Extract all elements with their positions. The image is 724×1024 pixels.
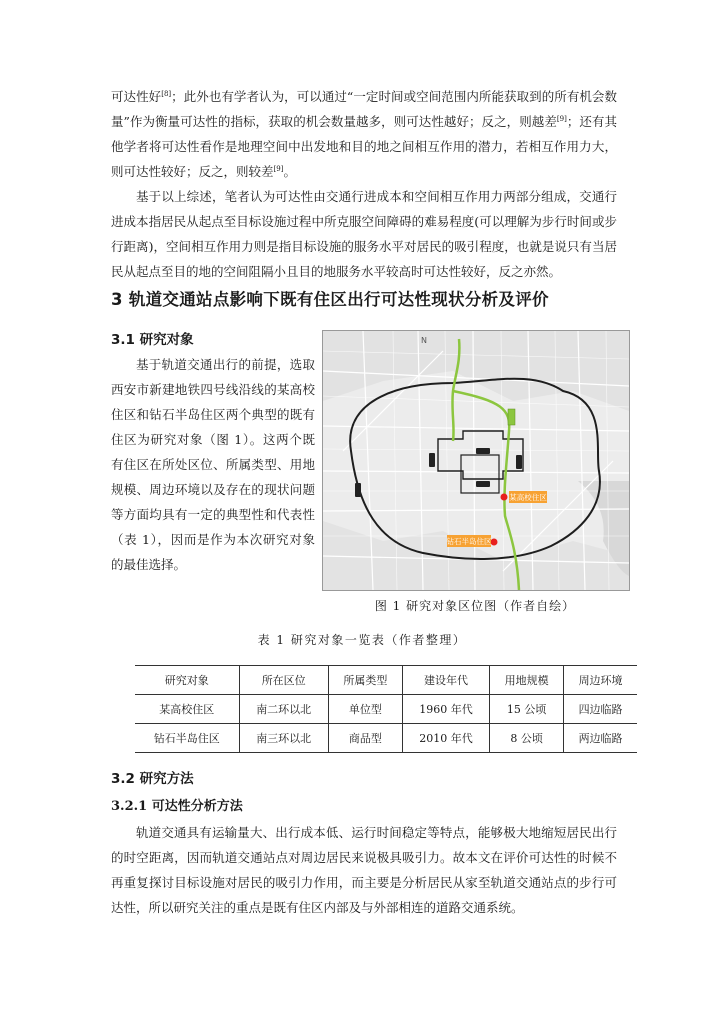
text-run: ；还有其他学者将可达性看作是地理空间中出发地和目的地之间相互作用的潜力，若相互作用力大，则可达性较好；反之，则较差 [111, 114, 617, 179]
subsubsection-heading-3-2-1: 3.2.1 可达性分析方法 [111, 799, 243, 814]
table-header-cell: 用地规模 [490, 666, 564, 695]
subsection-heading-3-2: 3.2 研究方法 [111, 771, 194, 787]
table-header-row [135, 666, 637, 695]
table-cell: 四边临路 [564, 695, 637, 724]
table-cell: 1960 年代 [402, 695, 489, 724]
figure-caption: 图 1 研究对象区位图（作者自绘） [374, 599, 576, 613]
subsection-heading-3-1: 3.1 研究对象 [111, 332, 194, 348]
table-cell: 两边临路 [564, 724, 637, 753]
text-run: 可达性好 [111, 89, 162, 104]
site-label-university-community: 某高校住区 [509, 493, 547, 502]
location-map-figure [322, 330, 630, 591]
section-heading-3: 3 轨道交通站点影响下既有住区出行可达性现状分析及评价 [111, 290, 549, 309]
site-marker-university-community [501, 494, 508, 501]
paragraph-author-view: 基于以上综述，笔者认为可达性由交通行进成本和空间相互作用力两部分组成，交通行进成本指居民从起点至目标设施过程中所克服空间障碍的难易程度(可以理解为步行时间或步行距离)，空间相互作用力则是指目标设施的服务水平对居民的吸引程度，也就是说只有当居民从起点至目的地的空间阻隔小且目的地服务水平较高时可达性较好，反之亦然。 [111, 189, 617, 279]
table-cell: 8 公顷 [490, 724, 564, 753]
table-cell: 2010 年代 [402, 724, 489, 753]
citation-ref: [8] [161, 90, 172, 98]
table-cell: 15 公顷 [490, 695, 564, 724]
table-header-cell: 所属类型 [328, 666, 402, 695]
north-arrow-icon: N [421, 336, 427, 345]
metro-line-4-sign [508, 409, 515, 425]
table-cell: 商品型 [328, 724, 402, 753]
citation-ref: [9] [556, 115, 567, 123]
table-cell: 单位型 [328, 695, 402, 724]
paragraph-research-objects: 基于轨道交通出行的前提，选取西安市新建地铁四号线沿线的某高校住区和钻石半岛住区两个典型的既有住区为研究对象（图 1）。这两个既有住区在所处区位、所属类型、用地规模、周边环境以及存在的现状问题等方面均具有一定的典型性和代表性（表 1），因而是作为本次研究对象的最佳选择。 [111, 357, 315, 572]
citation-ref: [9] [273, 165, 284, 173]
site-marker-diamond-peninsula [491, 539, 498, 546]
site-label-diamond-peninsula: 钻石半岛住区 [446, 537, 492, 546]
research-objects-table [135, 665, 637, 753]
table-row [135, 724, 637, 753]
table-header-cell: 建设年代 [402, 666, 489, 695]
table-cell: 某高校住区 [135, 695, 239, 724]
table-header-cell: 所在区位 [239, 666, 328, 695]
table-cell: 钻石半岛住区 [135, 724, 239, 753]
table-caption: 表 1 研究对象一览表（作者整理） [257, 633, 467, 647]
table-header-cell: 周边环境 [564, 666, 637, 695]
text-run: ；此外也有学者认为，可以通过“一定时间或空间范围内所能获取到的所有机会数量”作为衡量可达性的指标，获取的机会数量越多，则可达性越好；反之，则越差 [111, 89, 617, 129]
table-cell: 南二环以北 [239, 695, 328, 724]
location-map [323, 331, 629, 590]
table-header-cell: 研究对象 [135, 666, 239, 695]
table-row [135, 695, 637, 724]
paragraph-method: 轨道交通具有运输量大、出行成本低、运行时间稳定等特点，能够极大地缩短居民出行的时空距离，因而轨道交通站点对周边居民来说极具吸引力。故本文在评价可达性的时候不再重复探讨目标设施对居民的吸引力作用，而主要是分析居民从家至轨道交通站点的步行可达性，所以研究关注的重点是既有住区内部及与外部相连的道路交通系统。 [111, 825, 617, 915]
table-cell: 南三环以北 [239, 724, 328, 753]
text-run: 。 [283, 164, 296, 179]
paragraph-accessibility-definitions [111, 84, 617, 184]
